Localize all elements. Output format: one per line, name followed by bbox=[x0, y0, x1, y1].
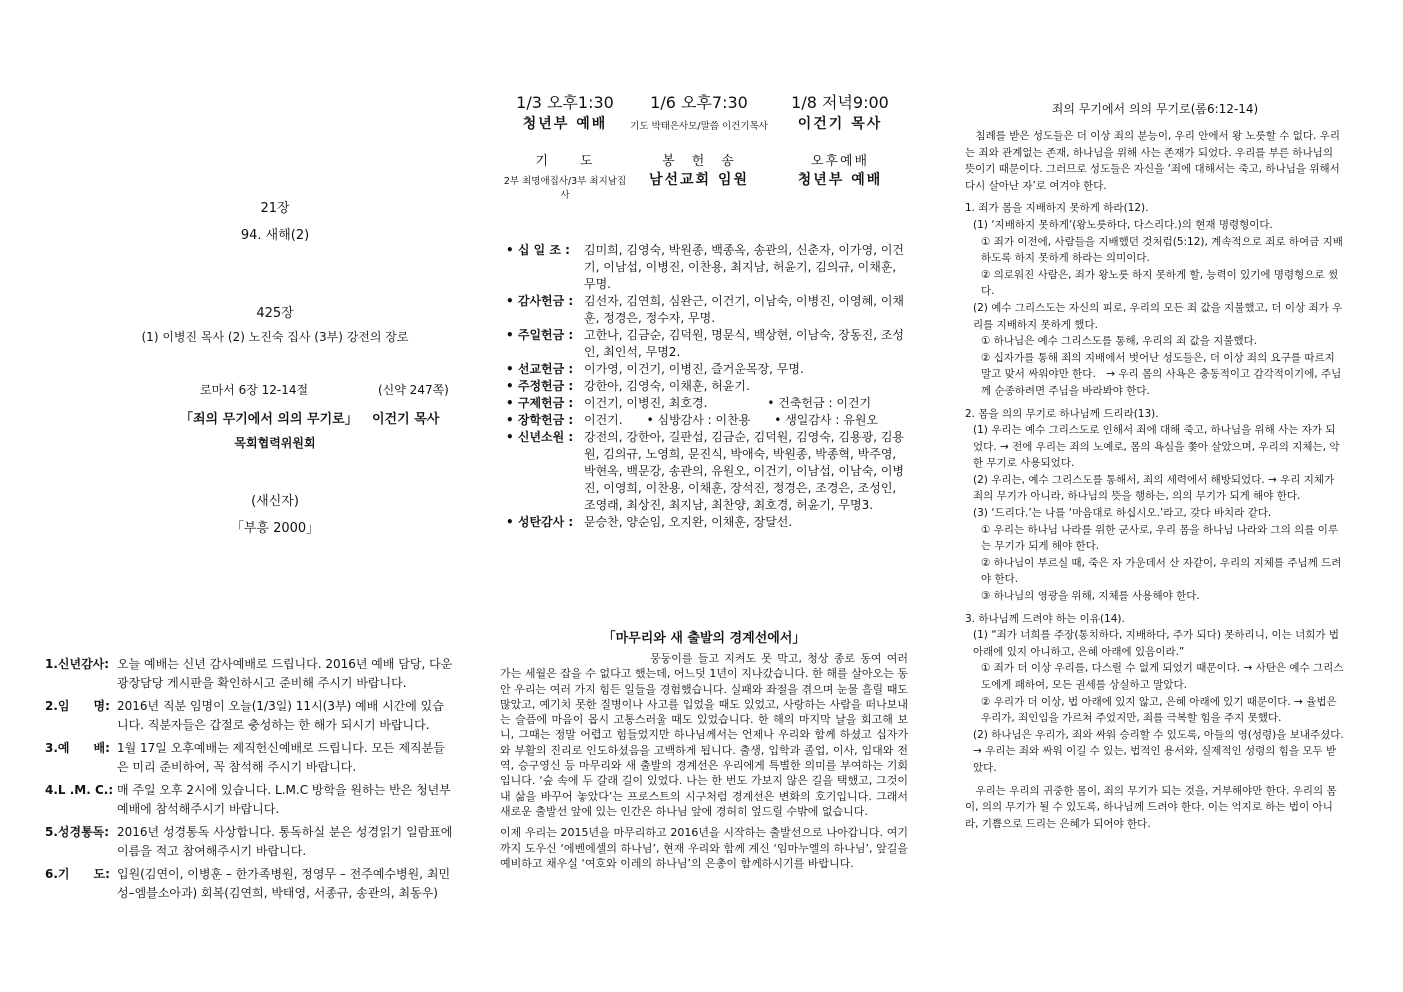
roster-label: • 십 일 조 : bbox=[506, 243, 570, 257]
roster-label: • 선교헌금 : bbox=[506, 362, 574, 376]
outline-line: ② 우리가 더 이상, 법 아래에 있지 않고, 은혜 아래에 있기 때문이다. → 율법은 우리가, 죄인임을 가르쳐 주었지만, 죄를 극복할 힘을 주지 못했다. bbox=[981, 695, 1337, 725]
roster-row bbox=[506, 412, 906, 429]
service-head: 오후예배 bbox=[810, 154, 870, 169]
service-head: 봉 헌 송 bbox=[662, 154, 736, 169]
roster-label: • 주일헌금 : bbox=[506, 328, 574, 342]
newcomer-label: (새신자) bbox=[251, 494, 299, 509]
notice-text: 입원(김연이, 이병훈 – 한가족병원, 정영무 – 전주예수병원, 최민성–엠블소아과) 회복(김연희, 박태영, 서종규, 송관의, 최동우) bbox=[117, 867, 451, 900]
roster-row bbox=[506, 514, 906, 531]
outline-line: ② 의로워진 사람은, 죄가 왕노릇 하지 못하게 할, 능력이 있기에 명령형으로 썼다. bbox=[981, 268, 1339, 298]
notice-label: 1.신년감사: bbox=[45, 657, 110, 671]
outline-line: (1) ‘지배하지 못하게’(왕노릇하다, 다스리다.)의 현재 명령형이다. bbox=[973, 218, 1273, 231]
committee-name: 목회협력위원회 bbox=[234, 436, 316, 450]
roster-names: 김선자, 김연희, 심완근, 이건기, 이남숙, 이병진, 이영혜, 이채훈, 정경은, 정수자, 무명. bbox=[584, 294, 905, 325]
roster-row bbox=[506, 327, 906, 361]
notice-label: 6.기 도: bbox=[45, 867, 110, 881]
outline-line: (2) 하나님은 우리가, 죄와 싸워 승리할 수 있도록, 아들의 영(성령)을 보내주셨다. → 우리는 죄와 싸워 이길 수 있는, 법적인 용서와, 실제적인 성령의 힘을 모두 받았다. bbox=[973, 728, 1355, 774]
roster-label: • 감사헌금 : bbox=[506, 294, 574, 308]
sermon-title: 「죄의 무기에서 의의 무기로」 bbox=[180, 412, 358, 427]
outline-line: (2) 우리는, 예수 그리스도를 통해서, 죄의 세력에서 해방되었다. → 우리 지체가 죄의 무기가 아니라, 하나님의 뜻을 행하는, 의의 무기가 되게 해야 한다. bbox=[973, 473, 1335, 503]
roster-row bbox=[506, 293, 906, 327]
service-head: 기 도 bbox=[535, 154, 595, 169]
notice-text: 매 주일 오후 2시에 있습니다. L.M.C 방학을 원하는 반은 청년부 예배에 참석해주시기 바랍니다. bbox=[117, 783, 451, 816]
roster-row bbox=[506, 242, 906, 293]
outline-line: ① 우리는 하나님 나라를 위한 군사로, 우리 몸을 하나님 나라와 그의 의를 이루는 무기가 되게 해야 한다. bbox=[981, 523, 1339, 553]
outline-line: ① 하나님은 예수 그리스도를 통해, 우리의 죄 값을 지불했다. bbox=[981, 335, 1258, 348]
service-leader: 2부 최명애집사/3부 최지남집사 bbox=[503, 176, 627, 201]
sermon-outline-title: 죄의 무기에서 의의 무기로(롬6:12-14) bbox=[1051, 102, 1259, 116]
outline-line: (1) “죄가 너희를 주장(통치하다, 지배하다, 주가 되다) 못하리니, 이는 너희가 법 아래에 있지 아니하고, 은혜 아래에 있음이라.” bbox=[973, 629, 1340, 658]
sermon-outline bbox=[965, 128, 1355, 832]
outline-line: ① 죄가 더 이상 우리를, 다스릴 수 없게 되었기 때문이다. → 사탄은 예수 그리스도에게 패하여, 모든 권세를 상실하고 말았다. bbox=[981, 662, 1344, 691]
service-leader: 기도 박태은사모/말씀 이건기목사 bbox=[630, 121, 768, 132]
notice-label: 3.예 배: bbox=[45, 741, 110, 755]
roster-row bbox=[506, 378, 906, 395]
notice-item bbox=[45, 823, 455, 861]
outline-line: ② 하나님이 부르실 때, 죽은 자 가운데서 산 자같이, 우리의 지체를 주님께 드려야 한다. bbox=[981, 556, 1342, 586]
essay-title: 「마무리와 새 출발의 경계선에서」 bbox=[602, 631, 806, 646]
hymn2-number: 425장 bbox=[256, 306, 294, 321]
outline-line: ② 십자가를 통해 죄의 지배에서 벗어난 성도들은, 더 이상 죄의 요구를 따르지 말고 맞서 싸워야만 한다. → 우리 몸의 사욕은 충동적이고 감각적이기에, 주님께 순종하려면 주님을 바라봐야 한다. bbox=[981, 351, 1342, 397]
service-leader: 청년부 예배 bbox=[522, 116, 608, 132]
roster-label: • 신년소원 : bbox=[506, 430, 574, 444]
roster-names: 문승찬, 양순임, 오지완, 이채훈, 장달선. bbox=[584, 515, 793, 529]
outline-line: 2. 몸을 의의 무기로 하나님께 드리라(13). bbox=[965, 407, 1159, 420]
roster-names: 고한나, 김금순, 김덕원, 명문식, 백상현, 이남숙, 장동진, 조성인, 최인석, 무명2. bbox=[584, 328, 905, 359]
outline-line: (1) 우리는 예수 그리스도로 인해서 죄에 대해 죽고, 하나님을 위해 사는 자가 되었다. → 전에 우리는 죄의 노예로, 몸의 욕심을 쫓아 살았으며, 우리의 지체는, 악한 무기로 사용되었다. bbox=[973, 424, 1340, 470]
hymn1-title: 94. 새해(2) bbox=[240, 228, 310, 243]
outline-line: 침례를 받은 성도들은 더 이상 죄의 분능이, 우리 안에서 왕 노릇할 수 없다. 우리는 죄와 관계없는 존재, 하나님을 위해 사는 존재가 되었다. 우리를 부른 하나님의 뜻이기 때문이다. 그러므로 성도들은 자신을 ‘죄에 대해서는 죽고, 하나님을 위해서 다시 살아난 자’로 여겨야 한다. bbox=[965, 130, 1340, 192]
roster-names: 이가영, 이건기, 이병진, 즐거운목장, 무명. bbox=[584, 362, 804, 376]
outline-line: 3. 하나님께 드려야 하는 이유(14). bbox=[965, 612, 1125, 625]
preacher-name: 이건기 목사 bbox=[372, 412, 440, 427]
service-block bbox=[500, 90, 630, 133]
roster-names: 이건기. • 심방감사 : 이찬용 • 생일감사 : 유원오 bbox=[584, 413, 879, 427]
notice-text: 오늘 예배는 신년 감사예배로 드립니다. 2016년 예배 담당, 다운광장담당 게시판을 확인하시고 준비해 주시기 바랍니다. bbox=[117, 657, 453, 690]
service-block bbox=[770, 90, 910, 133]
notice-item bbox=[45, 865, 455, 903]
newcomer-song: 「부흥 2000」 bbox=[230, 521, 320, 536]
hymn1-number: 21장 bbox=[260, 201, 290, 216]
notice-label: 2.임 명: bbox=[45, 699, 110, 713]
service-block bbox=[628, 90, 770, 132]
roster-names: 강전의, 강한아, 길판섭, 김금순, 김덕원, 김영숙, 김용광, 김용원, 김의규, 노영희, 문진식, 박애숙, 박원종, 박종혁, 박주영, 박현옥, 백문강, 송관의, 유원오, 이건기, 이남섭, 이남숙, 이병진, 이영희, 이찬용, 이채훈, 장석진, 정경은, 조경은, 조성인, 조영래, 최상진, 최지남, 최찬양, 최호경, 허윤기, 무명3. bbox=[584, 430, 905, 512]
roster-label: • 성탄감사 : bbox=[506, 515, 574, 529]
notice-label: 4.L .M. C.: bbox=[45, 783, 114, 797]
notice-item bbox=[45, 655, 455, 693]
service-leader: 남선교회 임원 bbox=[648, 172, 750, 188]
service-leader: 이건기 목사 bbox=[797, 116, 883, 132]
roster-names: 강한아, 김영숙, 이채훈, 허윤기. bbox=[584, 379, 750, 393]
roster-row bbox=[506, 429, 906, 514]
service-block bbox=[500, 150, 630, 201]
outline-line: ③ 하나님의 영광을 위해, 지체를 사용해야 한다. bbox=[981, 590, 1200, 603]
notice-text: 1월 17일 오후예배는 제직헌신예배로 드립니다. 모든 제직분들은 미리 준비하여, 꼭 참석해 주시기 바랍니다. bbox=[117, 741, 445, 774]
offering-roster bbox=[506, 242, 906, 531]
outline-line: ① 죄가 이전에, 사람들을 지배했던 것처럼(5:12), 계속적으로 죄로 하여금 지배하도록 하지 못하게 하라는 의미이다. bbox=[981, 235, 1343, 265]
notice-label: 5.성경통독: bbox=[45, 825, 110, 839]
outline-line: (2) 예수 그리스도는 자신의 피로, 우리의 모든 죄 값을 지불했고, 더 이상 죄가 우리를 지배하지 못하게 했다. bbox=[973, 301, 1343, 331]
service-block bbox=[628, 150, 770, 189]
left-column bbox=[0, 0, 470, 992]
service-block bbox=[770, 150, 910, 189]
roster-names: 이건기, 이병진, 최호경. • 건축헌금 : 이건기 bbox=[584, 396, 872, 410]
service-time: 1/3 오후1:30 bbox=[516, 93, 614, 112]
outline-line: 우리는 우리의 귀중한 몸이, 죄의 무기가 되는 것을, 거부해야만 한다. 우리의 몸이, 의의 무기가 될 수 있도록, 하나님께 드려야 한다. 이는 억지로 하는 법이 아니라, 기쁨으로 드리는 은혜가 되어야 한다. bbox=[965, 784, 1337, 830]
notice-item bbox=[45, 739, 455, 777]
right-column bbox=[965, 0, 1355, 992]
notice-list bbox=[45, 655, 455, 907]
service-time: 1/8 저녁9:00 bbox=[791, 93, 889, 112]
notice-text: 2016년 직분 임명이 오늘(1/3일) 11시(3부) 예배 시간에 있습니다. 직분자들은 갑절로 충성하는 한 해가 되시기 바랍니다. bbox=[117, 699, 444, 732]
hymn2-singers: (1) 이병진 목사 (2) 노진숙 집사 (3부) 강전의 장로 bbox=[141, 330, 409, 344]
essay-paragraph: 이제 우리는 2015년을 마무리하고 2016년을 시작하는 출발선으로 나아갑니다. 여기까지 도우신 ‘에벤에셀의 하나님’, 현재 우리와 함께 계신 ‘임마누엘의 하나님’, 앞길을 예비하고 채우실 ‘여호와 이레의 하나님’의 은총이 함께하시기를 바랍니다. bbox=[500, 826, 908, 870]
scripture-page: (신약 247쪽) bbox=[378, 383, 449, 397]
notice-item bbox=[45, 781, 455, 819]
roster-names: 김미희, 김영숙, 박원종, 백종옥, 송관의, 신춘자, 이가영, 이건기, 이남섭, 이병진, 이찬용, 최지남, 허윤기, 김의규, 이채훈, 무명. bbox=[584, 243, 905, 291]
outline-line: (3) ‘드리다.’는 나를 ‘마음대로 하십시오.’라고, 갖다 바치라 같다. bbox=[973, 507, 1272, 520]
service-time: 1/6 오후7:30 bbox=[650, 93, 748, 112]
roster-label: • 주정헌금 : bbox=[506, 379, 574, 393]
notice-item bbox=[45, 697, 455, 735]
outline-line: 1. 죄가 몸을 지배하지 못하게 하라(12). bbox=[965, 202, 1149, 215]
roster-label: • 구제헌금 : bbox=[506, 396, 574, 410]
roster-row bbox=[506, 395, 906, 412]
middle-column bbox=[500, 0, 930, 992]
roster-row bbox=[506, 361, 906, 378]
notice-text: 2016년 성경통독 사상합니다. 통독하실 분은 성경읽기 일람표에 이름을 적고 참여해주시기 바랍니다. bbox=[117, 825, 453, 858]
essay-body bbox=[500, 651, 908, 877]
essay-paragraph: 뭉둥이를 들고 지켜도 못 막고, 청상 종로 동여 여러 가는 세월은 잡을 수 없다고 했는데, 어느덧 1년이 지나갔습니다. 한 해를 살아오는 동안 우리는 여러 가지 힘든 일들을 경험했습니다. 실패와 좌절을 겪으며 눈물 흘릴 때도 많았고, 예기치 못한 질병이나 사고를 입었을 때도 있었고, 사랑하는 사람을 떠나보내는 슬픔에 마음이 몹시 고통스러울 때도 있었습니다. 한 해의 마지막 날을 회고해 보니, 그때는 정말 어렵고 힘들었지만 하나님께서는 언제나 우리와 함께 하셨고 십자가와 부활의 진리로 인도하셨음을 고백하게 됩니다. 출생, 입학과 졸업, 이사, 입대와 전역, 승구영신 등 마무리와 새 출발의 경계선은 우리에게 특별한 의미를 부여하는 기회입니다. ‘숲 속에 두 갈래 길이 있었다. 나는 한 번도 가보지 않은 길을 택했고, 그것이 내 삶을 바꾸어 놓았다’는 프로스트의 시구처럼 경계선은 변화의 호기입니다. 그래서 새로운 출발선 앞에 있는 인간은 하나님 앞에 경허히 엎드릴 수밖에 없습니다. bbox=[500, 652, 908, 818]
roster-label: • 장학헌금 : bbox=[506, 413, 574, 427]
service-leader: 청년부 예배 bbox=[797, 172, 883, 188]
scripture-reference: 로마서 6장 12-14절 bbox=[200, 383, 309, 397]
